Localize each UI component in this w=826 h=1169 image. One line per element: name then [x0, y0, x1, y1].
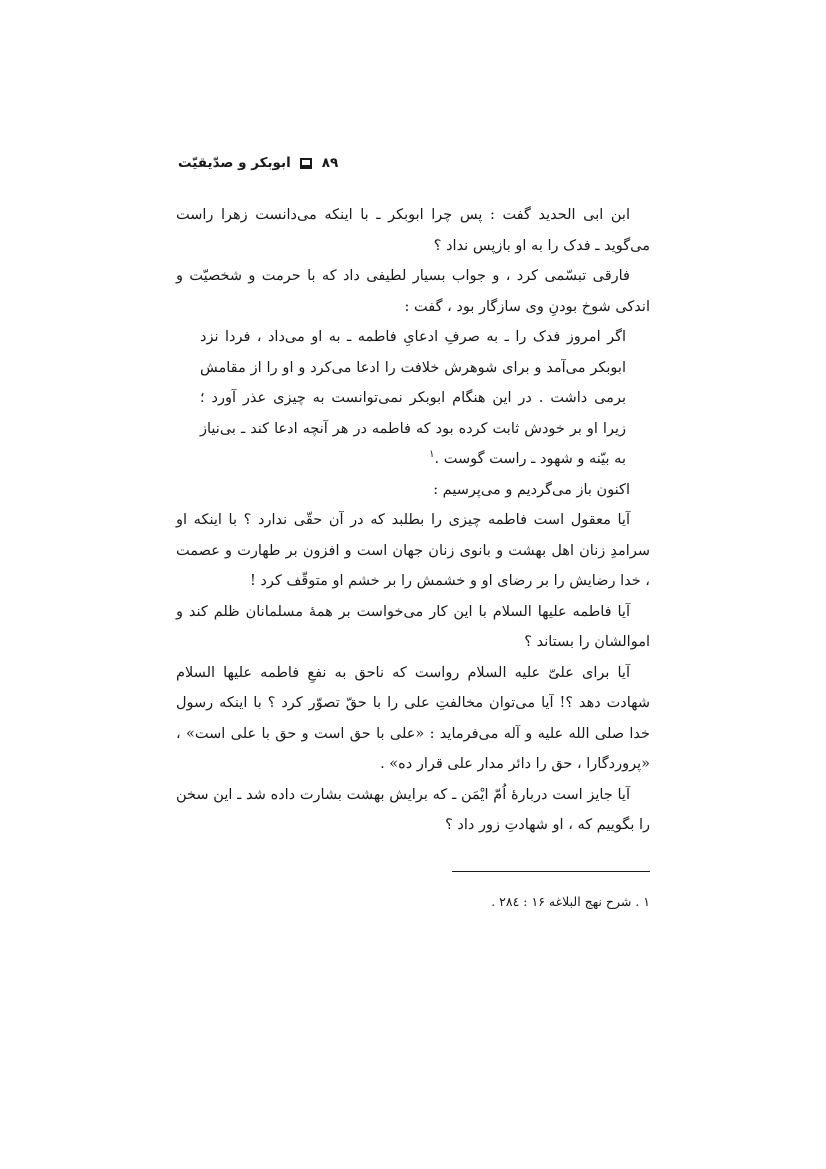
footnote-divider — [452, 871, 650, 872]
running-title: ابوبکر و صدّیقیّت — [178, 155, 291, 171]
book-icon — [300, 158, 312, 169]
footnote: ۱ . شرح نهج البلاغه ۱۶ : ۲۸٤ . — [491, 894, 650, 909]
paragraph: آیا فاطمه علیها السلام با این کار می‌خواست بر همهٔ مسلمانان ظلم کند و اموالشان را بستاند ؟ — [176, 603, 650, 650]
body-text — [176, 200, 650, 841]
paragraph: آیا برای علیّ علیه السلام رواست که ناحق به نفعِ فاطمه علیها السلام شهادت دهد ؟! آیا می‌توان مخالفتِ علی را با حقّ تصوّر کرد ؟ با اینکه رسول خدا صلی الله علیه و آله می‌فرماید : «علی با حق است و حق با علی است» ، «پروردگارا ، حق را دائر مدار علی قرار ده» . — [176, 664, 650, 772]
paragraph: آیا جایز است دربارهٔ اُمّ ایْمَن ـ که برایش بهشت بشارت داده شد ـ این سخن را بگوییم که ، او شهادتِ زور داد ؟ — [176, 786, 650, 833]
page-number: ۸۹ — [321, 155, 339, 171]
paragraph: ابن ابی الحدید گفت : پس چرا ابوبکر ـ با اینکه می‌دانست زهرا راست می‌گوید ـ فدک را به او بازپس نداد ؟ — [176, 207, 650, 254]
paragraph: اکنون باز می‌گردیم و می‌پرسیم : — [433, 481, 630, 498]
page-header — [178, 150, 648, 176]
paragraph: آیا معقول است فاطمه چیزی را بطلبد که در آن حقّی ندارد ؟ با اینکه او سرامدِ زنان اهل بهشت و بانوی زنان جهان است و افزون بر طهارت و عصمت ، خدا رضایش را بر رضای او و خشمش را بر خشم او متوقّف کرد ! — [176, 512, 650, 589]
paragraph: فارقی تبسّمی کرد ، و جواب بسیار لطیفی داد که با حرمت و شخصیّت و اندکی شوخ بودنِ وی سازگار بود ، گفت : — [176, 268, 650, 315]
block-quote-text: اگر امروز فدک را ـ به صرفِ ادعایِ فاطمه ـ به او می‌داد ، فردا نزد ابوبکر می‌آمد و برای شوهرش خلافت را ادعا می‌کرد و او را از مقامش برمی داشت . در این هنگام ابوبکر نمی‌توانست به چیزی عذر آورد ؛ زیرا او بر خودش ثابت کرده بود که فاطمه در هر آنچه ادعا کند ـ بی‌نیاز به بیّنه و شهود ـ راست گوست . — [200, 329, 626, 467]
block-quote — [200, 322, 626, 475]
footnote-reference[interactable]: ۱ — [429, 449, 435, 461]
